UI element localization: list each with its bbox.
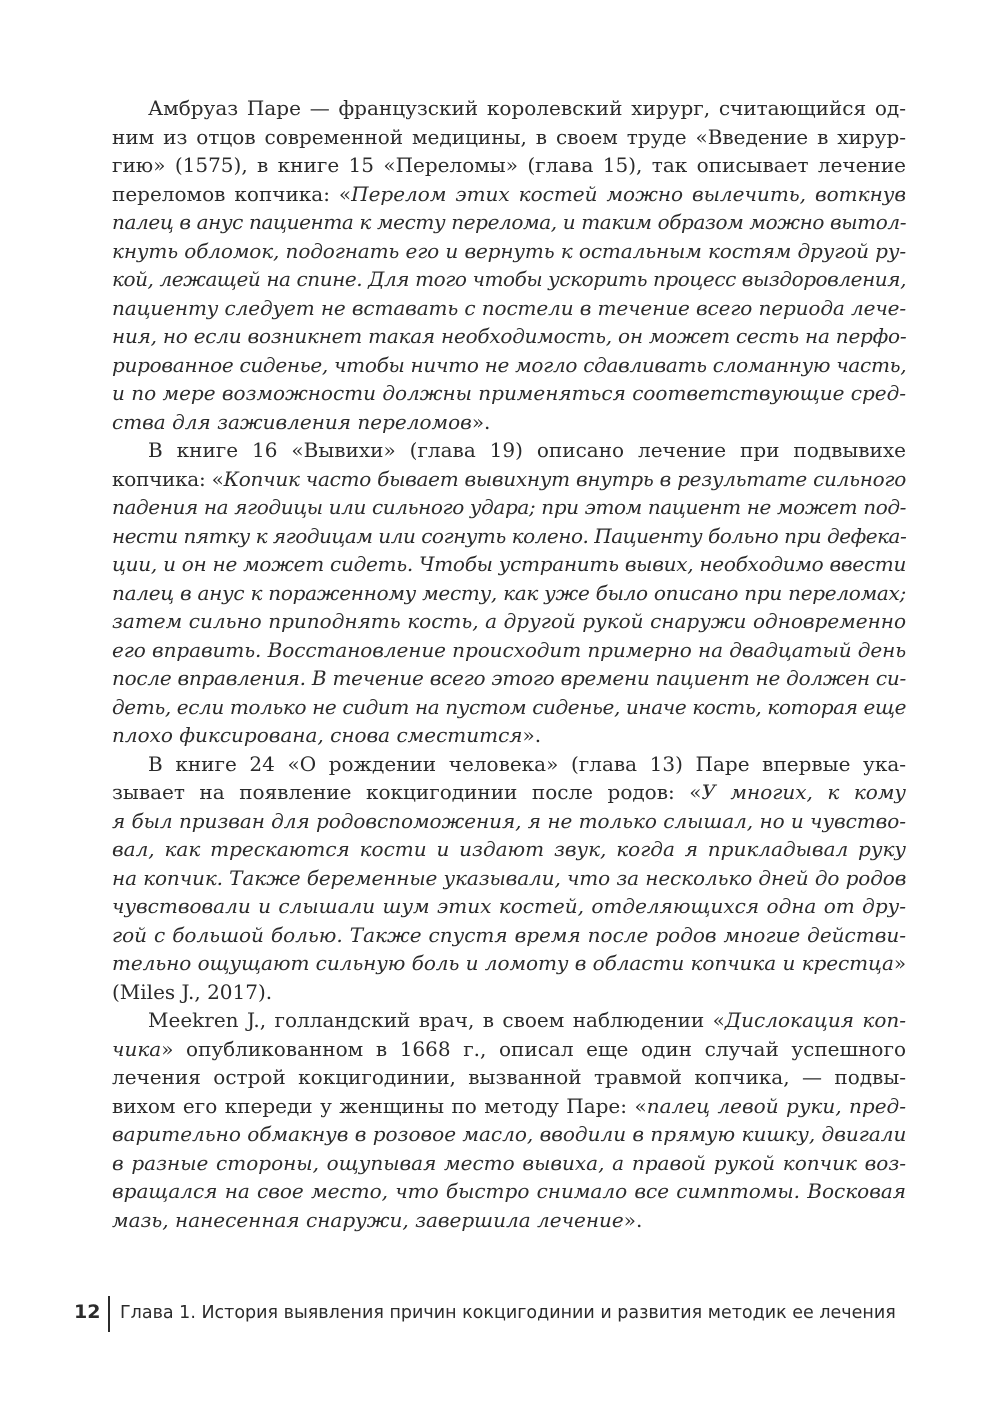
text-run: » bbox=[893, 951, 906, 975]
quoted-text: падения на ягодицы или сильного удара; при этом пациент не может под- bbox=[112, 495, 906, 519]
text-run: Meekren J., голландский врач, в своем наблюдении « bbox=[148, 1008, 725, 1032]
quoted-text: Дислокация коп- bbox=[724, 1008, 906, 1032]
text-run: Амбруаз Паре — французский королевский хирург, считающийся од- bbox=[148, 96, 906, 120]
quoted-text: пациенту следует не вставать с постели в течение всего периода лече- bbox=[112, 295, 906, 320]
text-line bbox=[112, 750, 906, 779]
quoted-text: его вправить. Восстановление происходит примерно на двадцатый день bbox=[112, 637, 907, 662]
text-line bbox=[112, 579, 906, 608]
quoted-text: палец левой руки, пред- bbox=[646, 1093, 906, 1118]
text-line bbox=[112, 1177, 906, 1206]
quoted-text: после вправления. В течение всего этого времени пациент не должен си- bbox=[112, 666, 906, 690]
running-chapter-title: Глава 1. История выявления причин кокцигодинии и развития методик ее лечения bbox=[120, 1303, 896, 1323]
text-run: ». bbox=[522, 723, 542, 747]
text-run: (Miles J., 2017). bbox=[112, 979, 273, 1004]
text-line bbox=[112, 237, 906, 266]
quoted-text: и по мере возможности должны применяться соответствующие сред- bbox=[112, 381, 906, 405]
text-line bbox=[112, 265, 906, 294]
page-number: 12 bbox=[74, 1301, 101, 1323]
quoted-text: я был призван для родовспоможения, я не только слышал, но и чувство- bbox=[112, 808, 906, 833]
quoted-text: плохо фиксирована, снова сместится bbox=[112, 723, 523, 747]
text-line bbox=[112, 1035, 906, 1064]
text-run: В книге 24 «О рождении человека» (глава 13) Паре впервые ука- bbox=[148, 751, 906, 776]
body-text bbox=[112, 94, 906, 1234]
quoted-text: в разные стороны, ощупывая место вывиха, а правой рукой копчик воз- bbox=[112, 1150, 906, 1175]
text-line bbox=[112, 1092, 906, 1121]
text-run: ». bbox=[623, 1207, 643, 1232]
quoted-text: кнуть обломок, подогнать его и вернуть к остальным костям другой ру- bbox=[112, 238, 906, 263]
text-run: В книге 16 «Вывихи» (глава 19) описано лечение при подвывихе bbox=[148, 438, 906, 462]
paragraph bbox=[112, 750, 906, 1007]
text-run: гию» (1575), в книге 15 «Переломы» (глава 15), так описывает лечение bbox=[112, 153, 906, 177]
text-line bbox=[112, 436, 906, 465]
text-run: ним из отцов современной медицины, в своем труде «Введение в хирур- bbox=[112, 124, 906, 149]
text-line bbox=[112, 351, 906, 380]
text-line bbox=[112, 807, 906, 836]
text-line bbox=[112, 322, 906, 351]
quoted-text: Копчик часто бывает вывихнут внутрь в результате сильного bbox=[223, 466, 906, 491]
text-line bbox=[112, 778, 906, 807]
quoted-text: ства для заживления переломов bbox=[112, 409, 472, 434]
quoted-text: тельно ощущают сильную боль и ломоту в области копчика и крестца bbox=[112, 951, 894, 975]
quoted-text: У многих, к кому bbox=[701, 780, 906, 804]
text-line bbox=[112, 208, 906, 237]
text-line bbox=[112, 294, 906, 323]
paragraph bbox=[112, 94, 906, 436]
text-line bbox=[112, 864, 906, 893]
quoted-text: варительно обмакнув в розовое масло, вводили в прямую кишку, двигали bbox=[112, 1122, 907, 1146]
text-line bbox=[112, 664, 906, 693]
text-run: переломов копчика: « bbox=[112, 181, 352, 206]
quoted-text: на копчик. Также беременные указывали, что за несколько дней до родов bbox=[112, 865, 907, 890]
text-line bbox=[112, 721, 906, 750]
text-line bbox=[112, 892, 906, 921]
quoted-text: вращался на свое место, что быстро снимало все симптомы. Восковая bbox=[112, 1179, 906, 1203]
text-run: лечения острой кокцигодинии, вызванной травмой копчика, — подвы- bbox=[112, 1065, 906, 1089]
text-line bbox=[112, 493, 906, 522]
text-line bbox=[112, 379, 906, 408]
text-run: » опубликованном в 1668 г., описал еще один случай успешного bbox=[161, 1036, 906, 1061]
text-line bbox=[112, 151, 906, 180]
quoted-text: затем сильно приподнять кость, а другой рукой снаружи одновременно bbox=[112, 609, 906, 633]
quoted-text: мазь, нанесенная снаружи, завершила лечение bbox=[112, 1207, 624, 1232]
text-line bbox=[112, 636, 906, 665]
text-line bbox=[112, 1149, 906, 1178]
text-line bbox=[112, 921, 906, 950]
text-line bbox=[112, 94, 906, 123]
text-line bbox=[112, 550, 906, 579]
quoted-text: чика bbox=[112, 1036, 162, 1061]
text-run: ». bbox=[471, 409, 491, 434]
quoted-text: гой с большой болью. Также спустя время после родов многие действи- bbox=[112, 922, 906, 947]
text-line bbox=[112, 1006, 906, 1035]
quoted-text: нести пятку к ягодицам или согнуть колено. Пациенту больно при дефека- bbox=[112, 523, 907, 548]
text-line bbox=[112, 835, 906, 864]
quoted-text: палец в анус пациента к месту перелома, и таким образом можно вытол- bbox=[112, 210, 907, 234]
text-line bbox=[112, 607, 906, 636]
text-line bbox=[112, 123, 906, 152]
quoted-text: вал, как трескаются кости и издают звук, когда я прикладывал руку bbox=[112, 837, 906, 861]
text-line bbox=[112, 978, 906, 1007]
text-line bbox=[112, 949, 906, 978]
text-line bbox=[112, 522, 906, 551]
quoted-text: ния, но если возникнет такая необходимость, он может сесть на перфо- bbox=[112, 324, 907, 348]
text-line bbox=[112, 180, 906, 209]
footer-divider bbox=[108, 1296, 110, 1332]
quoted-text: палец в анус к пораженному месту, как уже было описано при переломах; bbox=[112, 580, 906, 605]
quoted-text: ции, и он не может сидеть. Чтобы устранить вывих, необходимо ввести bbox=[112, 552, 907, 576]
quoted-text: деть, если только не сидит на пустом сиденье, иначе кость, которая еще bbox=[112, 694, 907, 719]
paragraph bbox=[112, 1006, 906, 1234]
quoted-text: чувствовали и слышали шум этих костей, отделяющихся одна от дру- bbox=[112, 894, 906, 918]
text-run: зывает на появление кокцигодинии после родов: « bbox=[112, 780, 702, 804]
text-line bbox=[112, 1206, 906, 1235]
quoted-text: Перелом этих костей можно вылечить, воткнув bbox=[351, 181, 906, 206]
text-run: копчика: « bbox=[112, 466, 224, 491]
text-line bbox=[112, 465, 906, 494]
quoted-text: кой, лежащей на спине. Для того чтобы ускорить процесс выздоровления, bbox=[112, 267, 906, 291]
text-line bbox=[112, 693, 906, 722]
text-line bbox=[112, 1120, 906, 1149]
text-line bbox=[112, 408, 906, 437]
text-run: вихом его кпереди у женщины по методу Паре: « bbox=[112, 1093, 647, 1118]
quoted-text: рированное сиденье, чтобы ничто не могло сдавливать сломанную часть, bbox=[112, 352, 907, 377]
text-line bbox=[112, 1063, 906, 1092]
paragraph bbox=[112, 436, 906, 750]
